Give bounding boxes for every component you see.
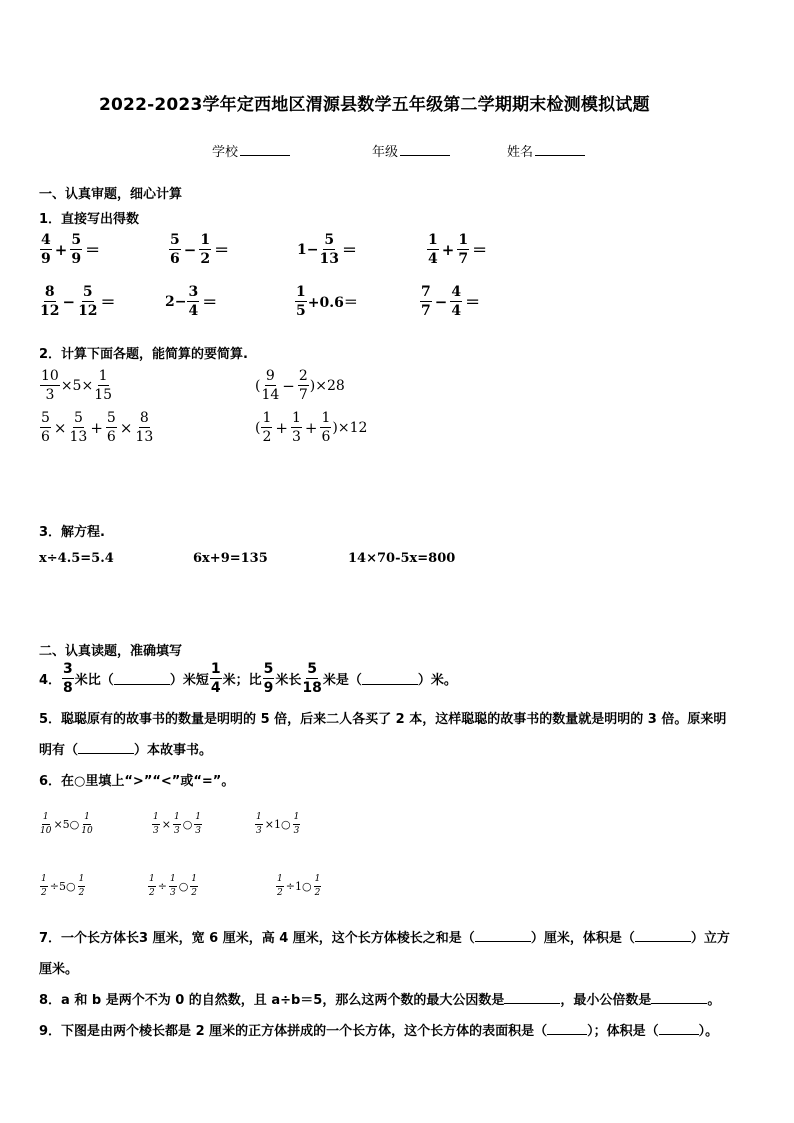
- question-9: 9．下图是由两个棱长都是 2 厘米的正方体拼成的一个长方体，这个长方体的表面积是（ ）；体积是（ ）。: [39, 1024, 719, 1039]
- q4-blank-2[interactable]: [362, 672, 418, 685]
- question-4: 4． $\frac{3}{8}$ 米比（ ）米短 $\frac{1}{4}$ 米；比 $\frac{5}{9}$ 米长 $\frac{5}{18}$ 米是（ ）米。: [39, 661, 457, 696]
- page-title: 2022-2023学年定西地区渭源县数学五年级第二学期期末检测模拟试题: [99, 95, 650, 115]
- q2-expr-1: $\frac{10}{3}$ ×5× $\frac{1}{15}$: [41, 368, 113, 403]
- q1-expr-7: $\frac{1}{5}$ +0.6＝: [296, 284, 358, 319]
- q5-blank[interactable]: [78, 741, 134, 754]
- question-2-label: 2．计算下面各题，能简算的要简算.: [39, 347, 248, 362]
- q6-item-6: $\frac{1}{2}$ ÷1○ $\frac{1}{2}$: [277, 874, 321, 898]
- q1-expr-5: $\frac{8}{12}$ − $\frac{5}{12}$ ＝: [40, 284, 116, 319]
- section-1-heading: 一、认真审题，细心计算: [39, 187, 183, 202]
- q3-equation-1: x÷4.5=5.4: [39, 551, 114, 566]
- q6-item-4: $\frac{1}{2}$ ÷5○ $\frac{1}{2}$: [41, 874, 85, 898]
- school-field[interactable]: [212, 141, 290, 160]
- school-blank[interactable]: [240, 143, 290, 156]
- question-7-line-2: 厘米。: [39, 962, 79, 977]
- name-field[interactable]: [507, 141, 585, 160]
- q3-equation-3: 14×70-5x=800: [348, 551, 456, 566]
- q4-blank-1[interactable]: [114, 672, 170, 685]
- grade-field[interactable]: [372, 141, 450, 160]
- grade-blank[interactable]: [400, 143, 450, 156]
- q6-item-5: $\frac{1}{2}$ ÷ $\frac{1}{3}$ ○ $\frac{1}{2}$: [149, 874, 198, 898]
- q8-blank-2[interactable]: [651, 991, 707, 1004]
- q2-expr-4: ( $\frac{1}{2}$ + $\frac{1}{3}$ + $\frac{1}{6}$ )×12: [255, 410, 368, 445]
- name-label: 姓名: [507, 145, 534, 160]
- q1-expr-6: 2− $\frac{3}{4}$ ＝: [165, 284, 218, 319]
- question-3-label: 3．解方程.: [39, 525, 105, 540]
- q7-blank-1[interactable]: [475, 929, 531, 942]
- q2-expr-3: $\frac{5}{6}$ × $\frac{5}{13}$ + $\frac{5}{6}$ × $\frac{8}{13}$: [41, 410, 154, 445]
- question-7-line-1: 7．一个长方体长3 厘米，宽 6 厘米，高 4 厘米，这个长方体棱长之和是（ ）厘米，体积是（ ）立方: [39, 931, 730, 946]
- question-1-label: 1．直接写出得数: [39, 212, 140, 227]
- q1-expr-4: $\frac{1}{4}$ + $\frac{1}{7}$ ＝: [428, 232, 488, 267]
- question-8: 8．a 和 b 是两个不为 0 的自然数，且 a÷b＝5，那么这两个数的最大公因数是 ，最小公倍数是 。: [39, 993, 721, 1008]
- q9-blank-2[interactable]: [659, 1022, 699, 1035]
- question-6-label: 6．在○里填上“>”“<”或“=”。: [39, 774, 235, 789]
- q7-blank-2[interactable]: [635, 929, 691, 942]
- q6-item-2: $\frac{1}{3}$ × $\frac{1}{3}$ ○ $\frac{1}{3}$: [153, 812, 202, 836]
- grade-label: 年级: [372, 145, 399, 160]
- q1-expr-1: $\frac{4}{9}$ + $\frac{5}{9}$ ＝: [41, 232, 101, 267]
- q6-item-1: $\frac{1}{10}$ ×5○ $\frac{1}{10}$: [40, 812, 93, 836]
- q3-equation-2: 6x+9=135: [193, 551, 268, 566]
- q9-blank-1[interactable]: [547, 1022, 587, 1035]
- q1-expr-2: $\frac{5}{6}$ − $\frac{1}{2}$ ＝: [170, 232, 230, 267]
- q8-blank-1[interactable]: [504, 991, 560, 1004]
- name-blank[interactable]: [535, 143, 585, 156]
- section-2-heading: 二、认真读题，准确填写: [39, 644, 183, 659]
- question-5-line-1: 5．聪聪原有的故事书的数量是明明的 5 倍，后来二人各买了 2 本，这样聪聪的故事书的数量就是明明的 3 倍。原来明: [39, 712, 727, 727]
- q2-expr-2: ( $\frac{9}{14}$ − $\frac{2}{7}$ )×28: [255, 368, 345, 403]
- school-label: 学校: [212, 145, 239, 160]
- q6-item-3: $\frac{1}{3}$ ×1○ $\frac{1}{3}$: [256, 812, 300, 836]
- q1-expr-8: $\frac{7}{7}$ − $\frac{4}{4}$ ＝: [421, 284, 481, 319]
- question-5-line-2: 明有（ ）本故事书。: [39, 743, 213, 758]
- q1-expr-3: 1− $\frac{5}{13}$ ＝: [297, 232, 357, 267]
